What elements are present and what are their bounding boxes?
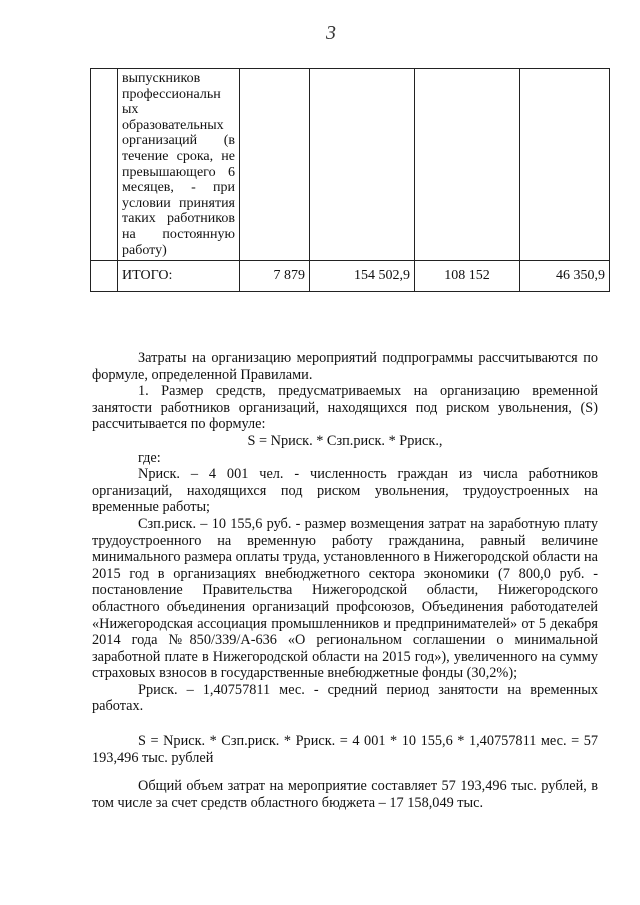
page-number: 3 <box>326 22 336 44</box>
paragraph: Сзп.риск. – 10 155,6 руб. - размер возмещения затрат на заработную плату трудоустроенного на временную работу гражданина, равный величине минимального размера оплаты труда, установленного в Нижегородской области на 2015 год в организациях внебюджетного сектора экономики (7 800,0 руб. - постановление Правительства Нижегородской области, Нижегородского областного объединения организаций профсоюзов, Объединения работодателей «Нижегородская ассоциация промышленников и предпринимателей» от 5 декабря 2014 года №850/339/А-636 «О региональном соглашении о минимальной заработной плате в Нижегородской области на 2015 год»), увеличенного на сумму страховых взносов в государственные внебюджетные фонды (30,2%); <box>92 515 598 682</box>
table-cell <box>91 261 118 292</box>
table-cell <box>310 69 415 261</box>
table-cell <box>520 69 610 261</box>
total-value: 7 879 <box>240 261 310 292</box>
continuation-table <box>90 68 610 292</box>
formula: S = Nриск. * Сзп.риск. * Рриск., <box>247 432 443 449</box>
table-cell-text: выпускников профессиональн ых образовательных организаций (в течение срока, не превышающего 6 месяцев, - при условии принятия таких работников на постоянную работу) <box>118 69 240 261</box>
paragraph: Общий объем затрат на мероприятие составляет 57 193,496 тыс. рублей, в том числе за счет средств областного бюджета – 17 158,049 тыс. <box>92 778 598 811</box>
table-cell <box>240 69 310 261</box>
document-body <box>92 350 598 811</box>
paragraph: Рриск. – 1,40757811 мес. - средний период занятости на временных работах. <box>92 681 598 715</box>
paragraph: Затраты на организацию мероприятий подпрограммы рассчитываются по формуле, определенной Правилами. <box>92 350 598 383</box>
total-label: ИТОГО: <box>118 261 240 292</box>
paragraph: где: <box>138 449 161 466</box>
formula-result: S = Nриск. * Сзп.риск. * Рриск. = 4 001 * 10 155,6 * 1,40757811 мес. = 57 193,496 тыс. рублей <box>92 733 598 766</box>
table-row <box>91 69 610 261</box>
total-value: 154 502,9 <box>310 261 415 292</box>
paragraph: Nриск. – 4 001 чел. - численность граждан из числа работников организаций, находящихся под риском увольнения, трудоустроенных на временные работы; <box>92 466 598 516</box>
table-cell <box>91 69 118 261</box>
total-value: 108 152 <box>415 261 520 292</box>
paragraph: 1. Размер средств, предусматриваемых на организацию временной занятости работников организаций, находящихся под риском увольнения, (S) рассчитывается по формуле: <box>92 383 598 433</box>
table-row-total <box>91 261 610 292</box>
total-value: 46 350,9 <box>520 261 610 292</box>
table-cell <box>415 69 520 261</box>
